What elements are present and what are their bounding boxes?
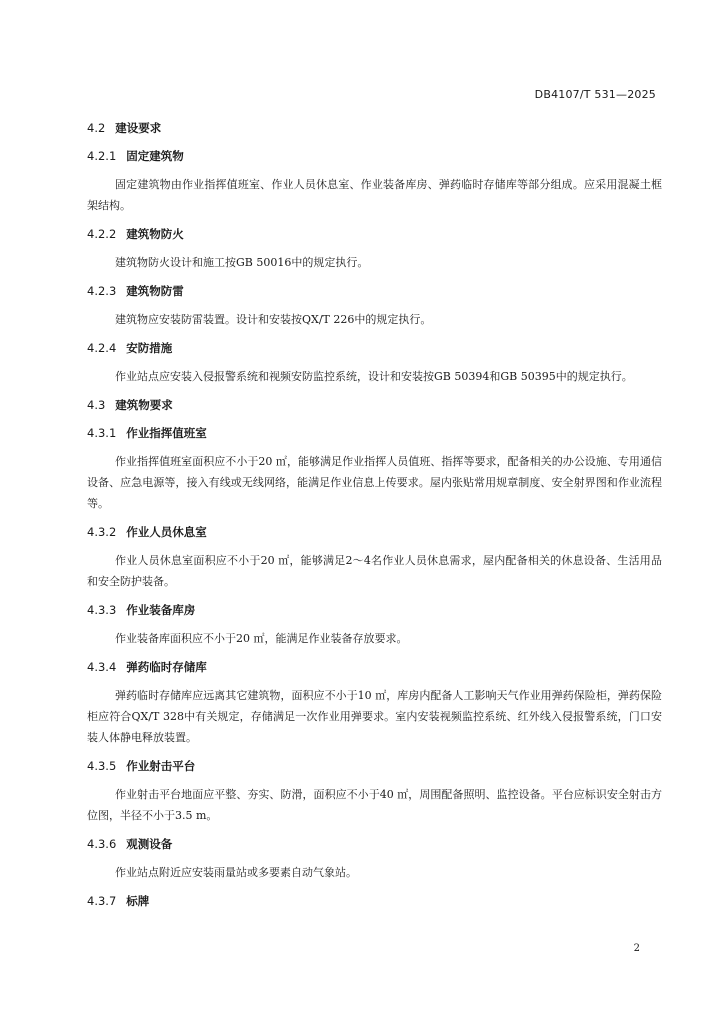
section-title: 建筑物要求 [115,398,173,412]
section-number: 4.2.2 [87,227,117,241]
section-title: 作业人员休息室 [126,525,207,539]
section-title: 建筑物防雷 [126,284,184,298]
section-paragraph: 建筑物应安装防雷装置。设计和安装按QX/T 226中的规定执行。 [115,313,432,326]
section-paragraph: 作业指挥值班室面积应不小于20 ㎡，能够满足作业指挥人员值班、指挥等要求，配备相关的办公设施、专用通信设备、应急电源等，接入有线或无线网络，能满足作业信息上传要求。屋内张贴常用规章制度、安全射界图和作业流程等。 [87,455,662,510]
section-paragraph: 固定建筑物由作业指挥值班室、作业人员休息室、作业装备库房、弹药临时存储库等部分组成。应采用混凝土框架结构。 [87,178,662,212]
section-number: 4.3.7 [87,894,117,908]
section-title: 建筑物防火 [126,227,184,241]
section-heading [87,395,662,415]
section-number: 4.3.3 [87,603,117,617]
section-number: 4.2.1 [87,149,117,163]
section-title: 安防措施 [126,341,173,355]
section-paragraph: 弹药临时存储库应远离其它建筑物，面积应不小于10 ㎡，库房内配备人工影响天气作业用弹药保险柜，弹药保险柜应符合QX/T 328中有关规定，存储满足一次作业用弹要求。室内安装视频监控系统、红外线入侵报警系统，门口安装人体静电释放装置。 [87,689,662,744]
section-paragraph: 作业人员休息室面积应不小于20 ㎡，能够满足2～4名作业人员休息需求，屋内配备相关的休息设备、生活用品和安全防护装备。 [87,554,662,588]
section-heading [87,834,662,854]
section-number: 4.3.1 [87,426,117,440]
section-title: 作业射击平台 [126,759,196,773]
section-number: 4.2.3 [87,284,117,298]
section-paragraph: 作业站点附近应安装雨量站或多要素自动气象站。 [115,866,357,879]
section-heading [87,600,662,620]
section-number: 4.3.2 [87,525,117,539]
section-paragraph: 作业装备库面积应不小于20 ㎡，能满足作业装备存放要求。 [115,632,408,645]
section-title: 标牌 [126,894,150,908]
section-number: 4.3.6 [87,837,117,851]
document-body [87,118,662,919]
section-number: 4.2 [87,121,106,135]
section-heading [87,522,662,542]
section-heading [87,423,662,443]
section-title: 固定建筑物 [126,149,184,163]
page-number: 2 [633,943,640,954]
section-title: 作业装备库房 [126,603,196,617]
section-number: 4.3.5 [87,759,117,773]
section-title: 观测设备 [126,837,173,851]
section-paragraph: 作业射击平台地面应平整、夯实、防滑，面积应不小于40 ㎡，周围配备照明、监控设备。平台应标识安全射击方位图，半径不小于3.5 m。 [87,788,662,822]
section-title: 作业指挥值班室 [126,426,207,440]
section-number: 4.3 [87,398,106,412]
section-number: 4.2.4 [87,341,117,355]
section-heading [87,338,662,358]
section-title: 建设要求 [115,121,162,135]
standard-code: DB4107/T 531—2025 [534,88,656,101]
section-heading [87,146,662,166]
section-heading [87,118,662,138]
section-number: 4.3.4 [87,660,117,674]
section-paragraph: 作业站点应安装入侵报警系统和视频安防监控系统，设计和安装按GB 50394和GB 50395中的规定执行。 [115,370,633,383]
section-title: 弹药临时存储库 [126,660,207,674]
section-heading [87,891,662,911]
section-heading [87,281,662,301]
section-heading [87,224,662,244]
section-heading [87,756,662,776]
section-paragraph: 建筑物防火设计和施工按GB 50016中的规定执行。 [115,256,369,269]
section-heading [87,657,662,677]
